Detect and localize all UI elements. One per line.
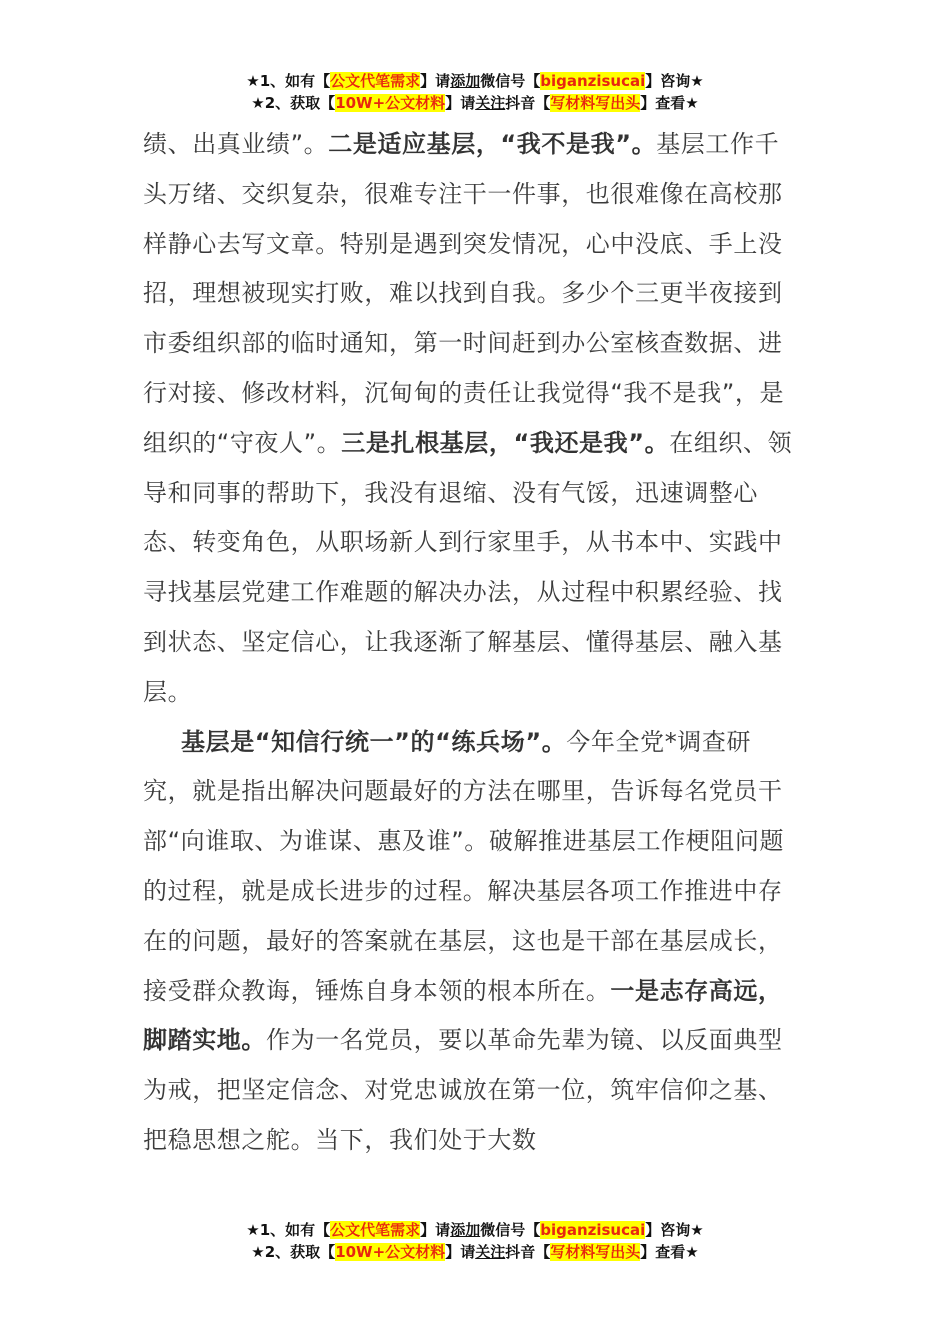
paragraph-2: 基层是“知信行统一”的“练兵场”。今年全党*调查研究，就是指出解决问题最好的方法在哪里，告诉每名党员干部“向谁取、为谁谋、惠及谁”。破解推进基层工作梗阻问题的过程，就是成长进步的过程。解决基层各项工作推进中存在的问题，最好的答案就在基层，这也是干部在基层成长，接受群众教诲，锤炼自身本领的根本所在。一是志存高远，脚踏实地。作为一名党员，要以革命先辈为镜、以反面典型为戒，把坚定信念、对党忠诚放在第一位，筑牢信仰之基、把稳思想之舵。当下，我们处于大数 (143, 727, 785, 1154)
promo-footer (0, 1219, 950, 1263)
highlight-wechat-id: biganzisucai (540, 72, 646, 90)
highlight-service: 公文代笔需求 (330, 1221, 421, 1239)
highlight-wechat-id: biganzisucai (540, 1221, 646, 1239)
highlight-douyin: 写材料写出头 (550, 94, 641, 112)
highlight-service: 公文代笔需求 (330, 72, 421, 90)
promo-line-1: ★1、如有【公文代笔需求】请添加微信号【biganzisucai】咨询★ (246, 72, 704, 90)
section-heading: 基层是“知信行统一”的“练兵场”。 (181, 727, 567, 756)
promo-line-2: ★2、获取【10W+公文材料】请关注抖音【写材料写出头】查看★ (251, 94, 699, 112)
promo-line-1: ★1、如有【公文代笔需求】请添加微信号【biganzisucai】咨询★ (246, 1221, 704, 1239)
highlight-materials: 10W+公文材料 (335, 1243, 446, 1261)
heading-point-3: 三是扎根基层，“我还是我”。 (341, 428, 670, 457)
promo-header (0, 70, 950, 114)
paragraph-1: 绩、出真业绩”。二是适应基层，“我不是我”。基层工作千头万绪、交织复杂，很难专注干一件事，也很难像在高校那样静心去写文章。特别是遇到突发情况，心中没底、手上没招，理想被现实打败，难以找到自我。多少个三更半夜接到市委组织部的临时通知，第一时间赶到办公室核查数据、进行对接、修改材料，沉甸甸的责任让我觉得“我不是我”，是组织的“守夜人”。三是扎根基层，“我还是我”。在组织、领导和同事的帮助下，我没有退缩、没有气馁，迅速调整心态、转变角色，从职场新人到行家里手，从书本中、实践中寻找基层党建工作难题的解决办法，从过程中积累经验、找到状态、坚定信心，让我逐渐了解基层、懂得基层、融入基层。 (143, 130, 793, 706)
highlight-douyin: 写材料写出头 (550, 1243, 641, 1261)
promo-line-2: ★2、获取【10W+公文材料】请关注抖音【写材料写出头】查看★ (251, 1243, 699, 1261)
heading-point-2: 二是适应基层，“我不是我”。 (328, 130, 657, 158)
document-body (143, 120, 793, 1166)
highlight-materials: 10W+公文材料 (335, 94, 446, 112)
heading-point-1: 一是志存高远，脚踏实地。 (143, 976, 783, 1055)
